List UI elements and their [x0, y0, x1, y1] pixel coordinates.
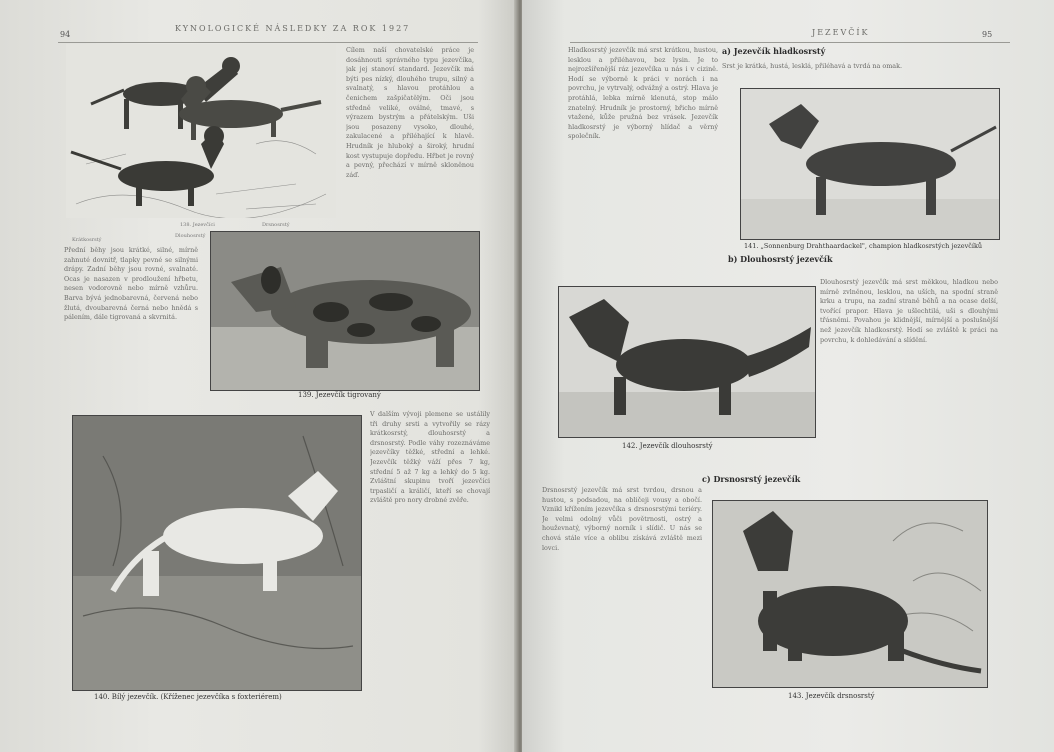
- engraving-caption-main: 138. Jezevčíci: [180, 222, 215, 228]
- caption-hladkosrsty: 141. „Sonnenburg Drahthaardackel", champion hladkosrstých jezevčíků: [744, 242, 983, 250]
- caption-dlouhosrsty: 142. Jezevčík dlouhosrstý: [622, 442, 713, 450]
- left-page-number: 94: [60, 30, 71, 39]
- engraving-three-dachshunds: [66, 44, 336, 218]
- photo-bily-dachshund: [72, 415, 362, 691]
- caption-bily: 140. Bílý jezevčík. (Kříženec jezevčíka s foxteriérem): [94, 693, 282, 701]
- engraving-caption-left: Krátkosrstý: [72, 237, 102, 243]
- right-running-header: JEZEVČÍK: [812, 28, 870, 37]
- section-heading-b: b) Dlouhosrstý jezevčík: [728, 254, 833, 264]
- left-column-text-mid: Přední běhy jsou krátké, silné, mírně zahnuté dovnitř, tlapky pevné se silnými drápy. Zadní běhy jsou rovné, svalnaté. Ocas je nasazen v prodloužení hřbetu, nesen vodorovně nebo mírně vzhůru. Barva bývá jednobarevná, červená nebo žlutá, dvoubarevná černá nebo hnědá s pálením, dále tigrovaná a skvrnitá.: [64, 246, 198, 322]
- right-page-number: 95: [982, 30, 993, 39]
- photo-hladkosrsty-dachshund: [740, 88, 1000, 240]
- photo-dlouhosrsty-dachshund: [558, 286, 816, 438]
- text-drsnosrsty: Drsnosrstý jezevčík má srst tvrdou, drsnou a hustou, s podsadou, na obličeji vousy a obočí. Vznikl křížením jezevčíka s drsnosrstými teriéry. Je velmi odolný vůči povětrnosti, ostrý a houževnatý, výborný norník i slídič. U nás se chová stále více a oblibu získává zvláště mezi lovci.: [542, 486, 702, 552]
- left-column-text-top: Cílem naší chovatelské práce je dosáhnouti správného typu jezevčíka, jak jej stanoví standard. Jezevčík má býti pes nízký, dlouhého trupu, silný a svalnatý, s hlavou protáhlou a čenichem zašpičatělým. Oči jsou středně veliké, oválné, tmavé, s výrazem bystrým a přátelským. Uši jsou posazeny vysoko, dlouhé, zakulacené a přiléhající k hlavě. Hrudník je hluboký a široký, hrudní kost vystupuje dopředu. Hřbet je rovný a pevný, přechází v mírně skloněnou záď.: [346, 46, 474, 179]
- left-column-text-bottom: V dalším vývoji plemene se ustálily tři druhy srsti a vytvořily se rázy krátkosrstý, dlouhosrstý a drsnosrstý. Podle váhy rozeznáváme jezevčíky těžké, střední a lehké. Jezevčík těžký váží přes 7 kg, střední 5 až 7 kg a lehký do 5 kg. Zvláštní skupinu tvoří jezevčíci trpasličí a králičí, kteří se chovají zvláště pro nory drobné zvěře.: [370, 410, 490, 505]
- left-header-rule: [58, 42, 478, 43]
- caption-tigrovany: 139. Jezevčík tigrovaný: [298, 391, 381, 399]
- photo-drsnosrsty-dachshund: [712, 500, 988, 688]
- left-page: [0, 0, 520, 752]
- right-header-rule: [570, 42, 1010, 43]
- engraving-caption-right: Drsnosrstý: [262, 222, 290, 228]
- text-dlouhosrsty: Dlouhosrstý jezevčík má srst měkkou, hladkou nebo mírně zvlněnou, lesklou, na uších, na spodní straně krku a trupu, na zadní straně běhů a na ocase delší, tvořící prapor. Hlava je ušlechtilá, uši s dlouhými třásněmi. Povahou je klidnější, mírnější a poslušnější než jezevčík hladkosrstý. Hodí se zvláště k práci na povrchu, k dohledávání a slídění.: [820, 278, 998, 344]
- left-running-header: KYNOLOGICKÉ NÁSLEDKY ZA ROK 1927: [175, 24, 411, 33]
- section-heading-a: a) Jezevčík hladkosrstý: [722, 46, 826, 56]
- caption-drsnosrsty: 143. Jezevčík drsnosrstý: [788, 692, 875, 700]
- section-heading-c: c) Drsnosrstý jezevčík: [702, 474, 801, 484]
- text-hladkosrsty: Hladkosrstý jezevčík má srst krátkou, hustou, lesklou a přiléhavou, bez lysin. Je to nejrozšířenější ráz jezevčíka u nás i v cizině. Hodí se výborně k práci v norách i na povrchu, je vytrvalý, odvážný a ostrý. Hlava je protáhlá, lebka mírně klenutá, stop málo znatelný. Hrudník je prostorný, břicho mírně vtažené, kůže pružná bez vrásek. Jezevčík hladkosrstý je výborný hlídač a věrný společník.: [568, 46, 718, 141]
- text-hladkosrsty-wide: Srst je krátká, hustá, lesklá, přiléhavá a tvrdá na omak.: [722, 62, 902, 70]
- right-page: [522, 0, 1054, 752]
- photo-tigrovany-dachshund: [210, 231, 480, 391]
- engraving-caption-center: Dlouhosrstý: [175, 233, 206, 239]
